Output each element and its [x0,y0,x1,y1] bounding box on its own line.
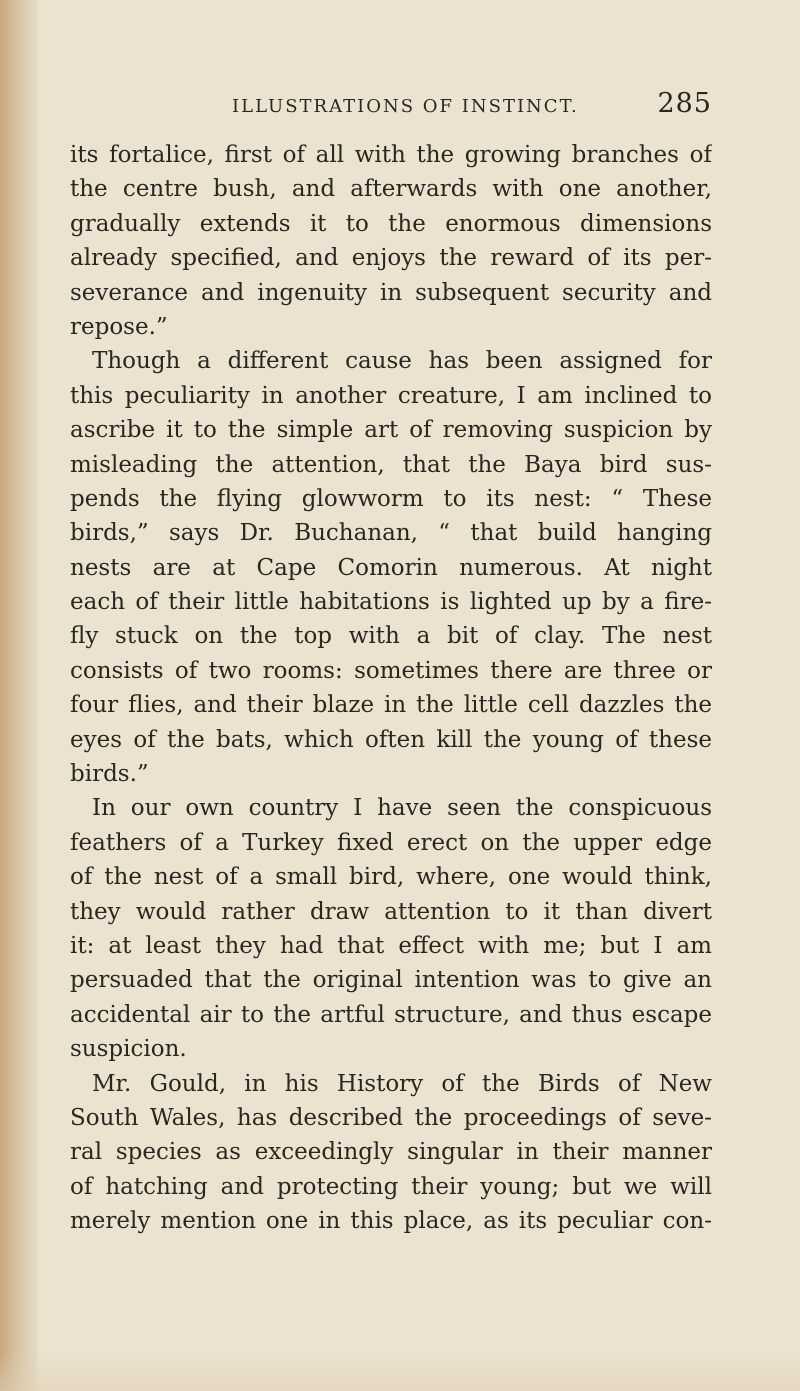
text-line: they would rather draw attention to it than divert [70,898,712,925]
text-line: consists of two rooms: sometimes there are three or [70,657,712,684]
body-text [70,138,712,1239]
text-line: gradually extends it to the enormous dimensions [70,210,712,237]
running-head: ILLUSTRATIONS OF INSTINCT. [232,96,579,117]
text-line: each of their little habitations is lighted up by a fire- [70,589,712,616]
text-line: birds,” says Dr. Buchanan, “ that build hanging [70,520,712,547]
text-line: four flies, and their blaze in the little cell dazzles the [70,692,712,719]
text-line: severance and ingenuity in subsequent security and [70,279,712,306]
text-line: suspicion. [70,1036,187,1063]
text-line: misleading the attention, that the Baya bird sus- [70,451,712,478]
text-line: this peculiarity in another creature, I am inclined to [70,382,712,409]
text-line: nests are at Cape Comorin numerous. At night [70,554,712,581]
text-line: persuaded that the original intention was to give an [70,967,712,994]
page-bottom-shadow [0,1351,800,1391]
text-line: of hatching and protecting their young; but we will [70,1173,712,1200]
text-line: Mr. Gould, in his History of the Birds of New [92,1070,712,1097]
text-line: it: at least they had that effect with me; but I am [70,932,712,959]
text-line: ral species as exceedingly singular in their manner [70,1139,712,1166]
text-line: pends the flying glowworm to its nest: “ These [70,485,712,512]
page-edge-shadow [0,0,38,1391]
text-line: South Wales, has described the proceedings of seve- [70,1104,712,1131]
text-line: Though a different cause has been assigned for [92,348,712,375]
text-line: eyes of the bats, which often kill the young of these [70,726,712,753]
text-line: feathers of a Turkey fixed erect on the upper edge [70,829,712,856]
text-line: birds.” [70,761,149,788]
text-line: In our own country I have seen the conspicuous [92,795,712,822]
text-line: fly stuck on the top with a bit of clay. The nest [70,623,712,650]
page-header [232,88,712,128]
text-line: ascribe it to the simple art of removing suspicion by [70,417,712,444]
text-line: the centre bush, and afterwards with one another, [70,176,712,203]
text-line: accidental air to the artful structure, and thus escape [70,1001,712,1028]
text-line: merely mention one in this place, as its peculiar con- [70,1208,712,1235]
page-number: 285 [657,88,712,119]
text-line: its fortalice, first of all with the growing branches of [70,142,712,168]
text-line: repose.” [70,313,168,340]
text-line: of the nest of a small bird, where, one would think, [70,864,712,891]
text-line: already specified, and enjoys the reward of its per- [70,245,712,272]
